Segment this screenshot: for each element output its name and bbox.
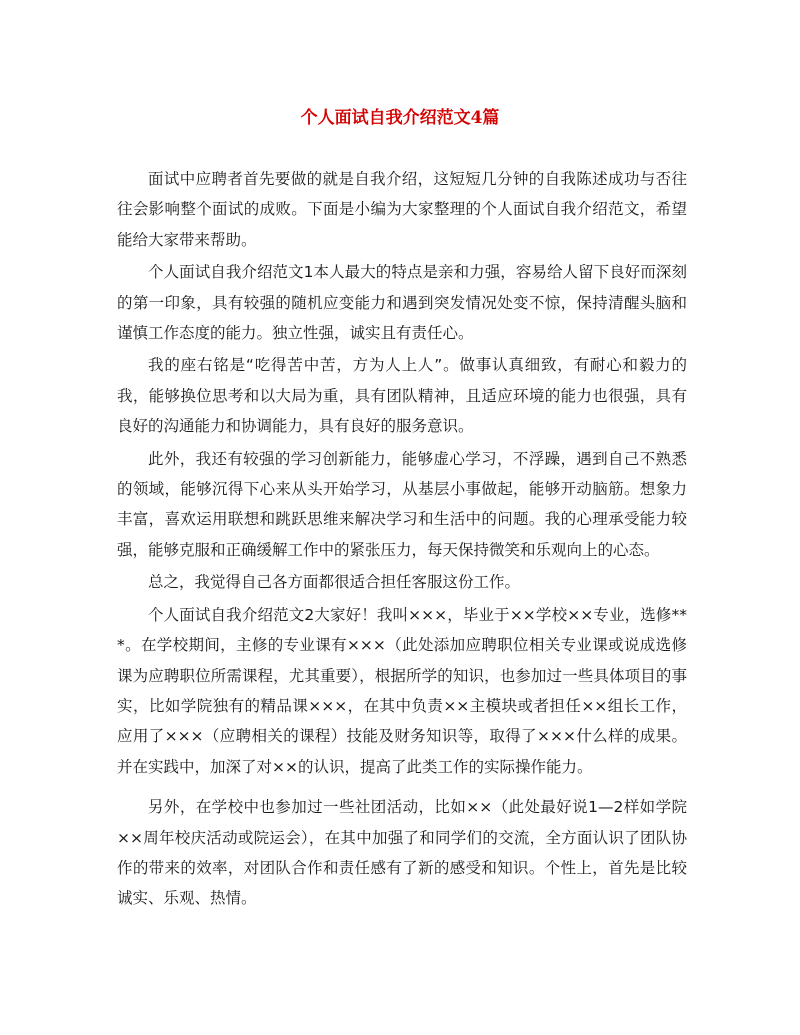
paragraph: 另外，在学校中也参加过一些社团活动，比如××（此处最好说1—2样如学院××周年校庆活动或院运会），在其中加强了和同学们的交流，全方面认识了团队协作的带来的效率，对团队合作和责任感有了新的感受和知识。个性上，首先是比较诚实、乐观、热情。 bbox=[117, 798, 687, 908]
paragraph: 我的座右铭是“吃得苦中苦，方为人上人”。做事认真细致，有耐心和毅力的我，能够换位思考和以大局为重，具有团队精神，且适应环境的能力也很强，具有良好的沟通能力和协调能力，具有良好的服务意识。 bbox=[117, 356, 687, 436]
paragraph: 面试中应聘者首先要做的就是自我介绍，这短短几分钟的自我陈述成功与否往往会影响整个面试的成败。下面是小编为大家整理的个人面试自我介绍范文，希望能给大家带来帮助。 bbox=[117, 170, 687, 249]
document-title: 个人面试自我介绍范文4篇 bbox=[300, 108, 500, 128]
paragraph: 个人面试自我介绍范文2大家好！我叫×××，毕业于××学校××专业，选修***。在学校期间，主修的专业课有×××（此处添加应聘职位相关专业课或说成选修课为应聘职位所需课程，尤其重要），根据所学的知识，也参加过一些具体项目的事实，比如学院独有的精品课×××，在其中负责××主模块或者担任××组长工作，应用了×××（应聘相关的课程）技能及财务知识等，取得了×××什么样的成果。并在实践中，加深了对××的认识，提高了此类工作的实际操作能力。 bbox=[117, 605, 687, 776]
paragraph: 此外，我还有较强的学习创新能力，能够虚心学习，不浮躁，遇到自己不熟悉的领域，能够沉得下心来从头开始学习，从基层小事做起，能够开动脑筋。想象力丰富，喜欢运用联想和跳跃思维来解决学习和生活中的问题。我的心理承受能力较强，能够克服和正确缓解工作中的紧张压力，每天保持微笑和乐观向上的心态。 bbox=[117, 449, 687, 559]
paragraph: 总之，我觉得自己各方面都很适合担任客服这份工作。 bbox=[148, 573, 521, 592]
paragraph: 个人面试自我介绍范文1本人最大的特点是亲和力强，容易给人留下良好而深刻的第一印象，具有较强的随机应变能力和遇到突发情况处变不惊，保持清醒头脑和谨慎工作态度的能力。独立性强，诚实且有责任心。 bbox=[117, 263, 687, 343]
document-body bbox=[117, 164, 687, 916]
